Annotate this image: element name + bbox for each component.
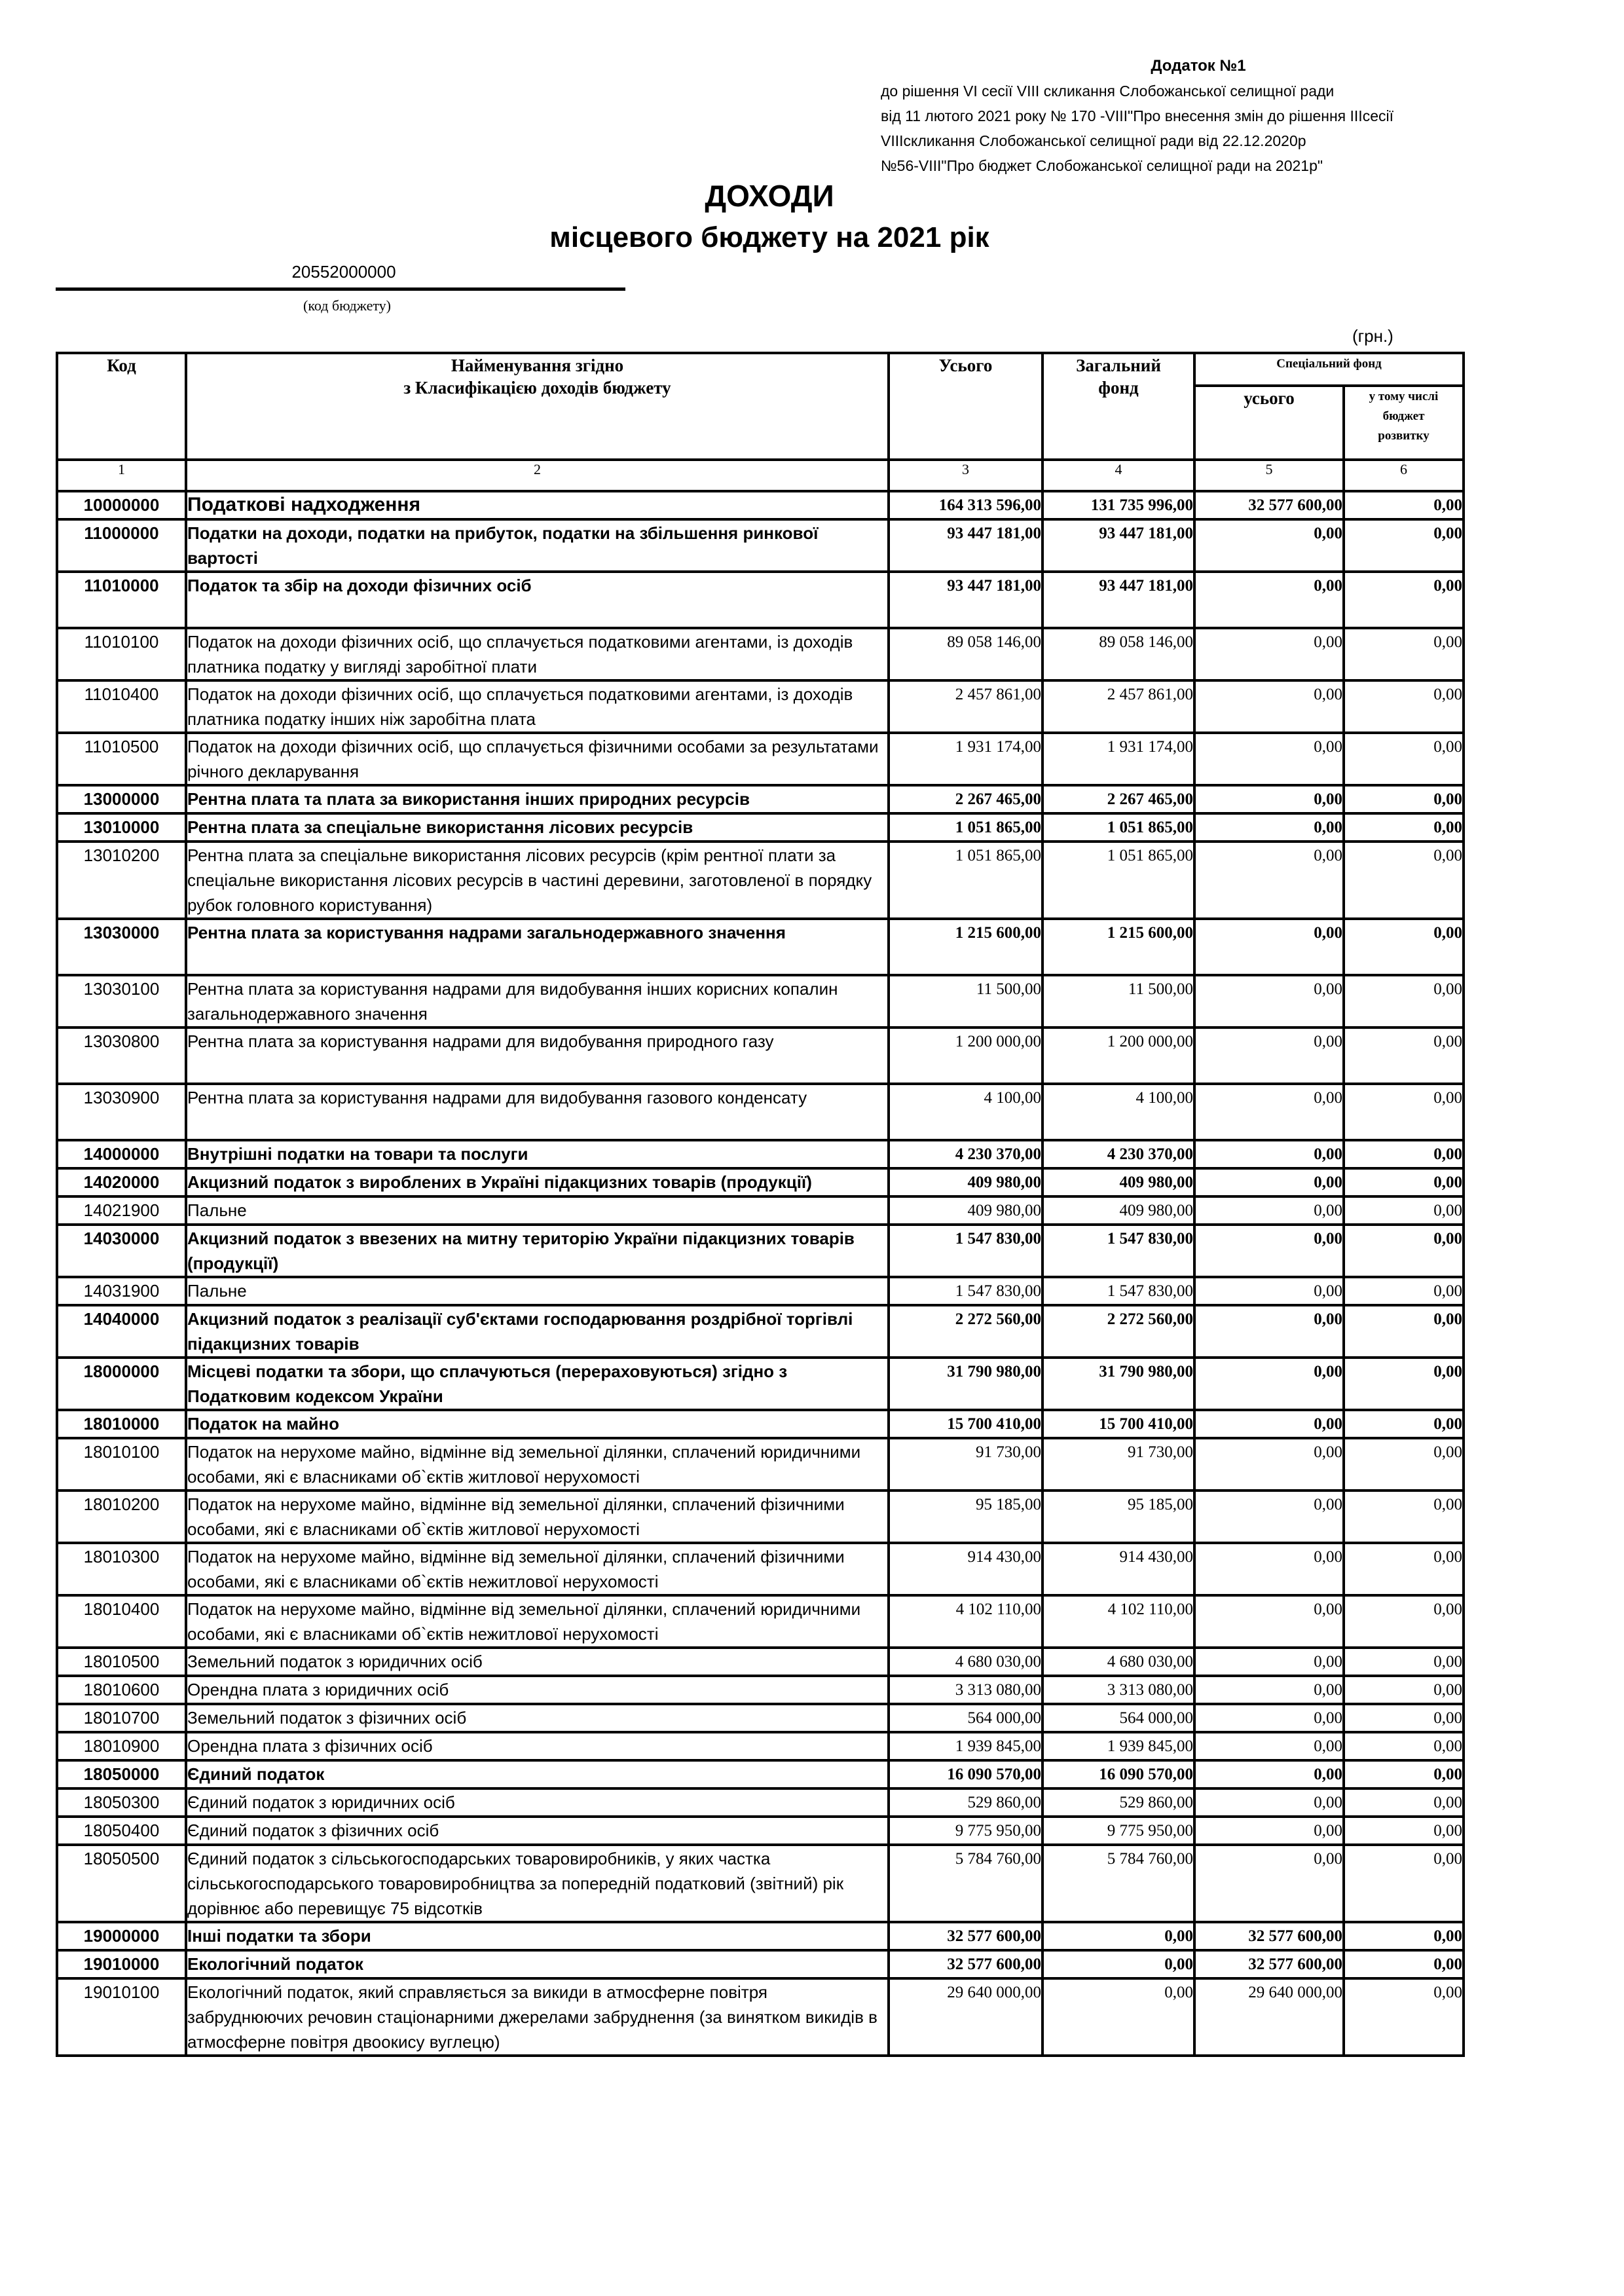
row-special-fund: 0,00 <box>1194 1438 1344 1491</box>
row-code: 19000000 <box>57 1922 186 1950</box>
budget-code-value: 20552000000 <box>291 262 396 282</box>
row-name: Податок на доходи фізичних осіб, що сплачується фізичними особами за результатами річного декларування <box>186 733 889 785</box>
row-special-fund: 32 577 600,00 <box>1194 1922 1344 1950</box>
row-special-fund: 0,00 <box>1194 1305 1344 1358</box>
row-name: Податок на нерухоме майно, відмінне від земельної ділянки, сплачений фізичними особами, які є власниками об`єктів нежитлової нерухомості <box>186 1543 889 1595</box>
row-general-fund: 1 200 000,00 <box>1043 1028 1194 1084</box>
row-name: Податок на доходи фізичних осіб, що сплачується податковими агентами, із доходів платника податку інших ніж заробітна плата <box>186 680 889 733</box>
row-name: Податки на доходи, податки на прибуток, податки на збільшення ринкової вартості <box>186 519 889 572</box>
row-code: 18010200 <box>57 1491 186 1543</box>
row-code: 18010600 <box>57 1676 186 1704</box>
row-special-fund: 0,00 <box>1194 842 1344 919</box>
table-row <box>57 1410 1464 1438</box>
row-development-budget: 0,00 <box>1344 1491 1464 1543</box>
header-name-line: з Класифікацією доходів бюджету <box>403 378 671 398</box>
row-name: Екологічний податок <box>186 1950 889 1978</box>
row-special-fund: 0,00 <box>1194 1788 1344 1817</box>
row-name: Земельний податок з фізичних осіб <box>186 1704 889 1732</box>
divider <box>56 287 625 291</box>
row-name: Орендна плата з фізичних осіб <box>186 1732 889 1760</box>
table-row <box>57 1168 1464 1196</box>
row-special-fund: 0,00 <box>1194 1760 1344 1788</box>
row-code: 13030100 <box>57 975 186 1028</box>
header-total: Усього <box>889 353 1043 460</box>
row-code: 14040000 <box>57 1305 186 1358</box>
table-row <box>57 1196 1464 1225</box>
row-name: Пальне <box>186 1196 889 1225</box>
row-special-fund: 0,00 <box>1194 1358 1344 1410</box>
row-code: 11000000 <box>57 519 186 572</box>
row-name: Єдиний податок з юридичних осіб <box>186 1788 889 1817</box>
column-number: 3 <box>889 460 1043 491</box>
row-development-budget: 0,00 <box>1344 1196 1464 1225</box>
table-row <box>57 1732 1464 1760</box>
row-special-fund: 0,00 <box>1194 1595 1344 1648</box>
header-code: Код <box>57 353 186 460</box>
row-code: 14020000 <box>57 1168 186 1196</box>
row-name: Рентна плата за спеціальне використання лісових ресурсів <box>186 813 889 842</box>
row-name: Рентна плата за користування надрами для видобування природного газу <box>186 1028 889 1084</box>
row-development-budget: 0,00 <box>1344 1084 1464 1140</box>
row-development-budget: 0,00 <box>1344 1438 1464 1491</box>
row-total: 4 680 030,00 <box>889 1648 1043 1676</box>
table-row <box>57 1648 1464 1676</box>
row-general-fund: 9 775 950,00 <box>1043 1817 1194 1845</box>
row-total: 32 577 600,00 <box>889 1922 1043 1950</box>
row-special-fund: 0,00 <box>1194 813 1344 842</box>
row-general-fund: 2 272 560,00 <box>1043 1305 1194 1358</box>
row-special-fund: 0,00 <box>1194 1676 1344 1704</box>
row-general-fund: 0,00 <box>1043 1950 1194 1978</box>
table-row <box>57 1760 1464 1788</box>
row-total: 32 577 600,00 <box>889 1950 1043 1978</box>
budget-code-block <box>56 262 625 314</box>
row-total: 1 939 845,00 <box>889 1732 1043 1760</box>
table-row <box>57 1950 1464 1978</box>
row-development-budget: 0,00 <box>1344 1760 1464 1788</box>
row-name: Рентна плата за спеціальне використання лісових ресурсів (крім рентної плати за спеціальне використання лісових ресурсів в частині деревини, заготовленої в порядку рубок головного користування) <box>186 842 889 919</box>
row-development-budget: 0,00 <box>1344 1845 1464 1922</box>
row-code: 18010400 <box>57 1595 186 1648</box>
row-code: 14021900 <box>57 1196 186 1225</box>
row-general-fund: 131 735 996,00 <box>1043 491 1194 519</box>
table-row <box>57 491 1464 519</box>
table-row <box>57 1676 1464 1704</box>
row-development-budget: 0,00 <box>1344 491 1464 519</box>
row-total: 91 730,00 <box>889 1438 1043 1491</box>
table-body <box>57 491 1464 2056</box>
row-code: 14030000 <box>57 1225 186 1277</box>
row-name: Екологічний податок, який справляється за викиди в атмосферне повітря забруднюючих речовин стаціонарними джерелами забруднення (за винятком викидів в атмосферне повітря двоокису вуглецю) <box>186 1978 889 2056</box>
row-total: 1 547 830,00 <box>889 1225 1043 1277</box>
row-name: Інші податки та збори <box>186 1922 889 1950</box>
row-special-fund: 0,00 <box>1194 628 1344 680</box>
row-code: 18010700 <box>57 1704 186 1732</box>
header-special-total: усього <box>1194 386 1344 460</box>
row-special-fund: 0,00 <box>1194 1704 1344 1732</box>
row-development-budget: 0,00 <box>1344 1788 1464 1817</box>
row-code: 11010400 <box>57 680 186 733</box>
row-general-fund: 4 230 370,00 <box>1043 1140 1194 1168</box>
row-name: Місцеві податки та збори, що сплачуються (перераховуються) згідно з Податковим кодексом України <box>186 1358 889 1410</box>
row-development-budget: 0,00 <box>1344 1978 1464 2056</box>
row-code: 13030000 <box>57 919 186 975</box>
table-row <box>57 1543 1464 1595</box>
row-total: 529 860,00 <box>889 1788 1043 1817</box>
row-total: 89 058 146,00 <box>889 628 1043 680</box>
row-total: 2 272 560,00 <box>889 1305 1043 1358</box>
row-special-fund: 0,00 <box>1194 1168 1344 1196</box>
row-code: 18010300 <box>57 1543 186 1595</box>
row-special-fund: 0,00 <box>1194 572 1344 628</box>
table-row <box>57 1845 1464 1922</box>
row-general-fund: 1 547 830,00 <box>1043 1225 1194 1277</box>
row-total: 1 200 000,00 <box>889 1028 1043 1084</box>
header-dev-line: розвитку <box>1378 429 1430 443</box>
row-special-fund: 0,00 <box>1194 680 1344 733</box>
row-general-fund: 409 980,00 <box>1043 1196 1194 1225</box>
row-code: 13010000 <box>57 813 186 842</box>
column-number: 1 <box>57 460 186 491</box>
header-dev-line: у тому числі <box>1369 390 1439 403</box>
row-development-budget: 0,00 <box>1344 628 1464 680</box>
row-special-fund: 0,00 <box>1194 1410 1344 1438</box>
row-total: 1 051 865,00 <box>889 813 1043 842</box>
row-development-budget: 0,00 <box>1344 680 1464 733</box>
row-development-budget: 0,00 <box>1344 842 1464 919</box>
row-special-fund: 0,00 <box>1194 975 1344 1028</box>
table-row <box>57 919 1464 975</box>
table-row <box>57 628 1464 680</box>
page-title: ДОХОДИ <box>705 179 834 213</box>
row-name: Податок на нерухоме майно, відмінне від земельної ділянки, сплачений юридичними особами, які є власниками об`єктів нежитлової нерухомості <box>186 1595 889 1648</box>
row-general-fund: 91 730,00 <box>1043 1438 1194 1491</box>
row-total: 31 790 980,00 <box>889 1358 1043 1410</box>
row-general-fund: 1 939 845,00 <box>1043 1732 1194 1760</box>
row-general-fund: 15 700 410,00 <box>1043 1410 1194 1438</box>
row-development-budget: 0,00 <box>1344 785 1464 813</box>
row-total: 4 100,00 <box>889 1084 1043 1140</box>
row-total: 564 000,00 <box>889 1704 1043 1732</box>
row-special-fund: 32 577 600,00 <box>1194 491 1344 519</box>
currency-unit: (грн.) <box>1352 326 1393 346</box>
row-special-fund: 0,00 <box>1194 1225 1344 1277</box>
row-name: Податок на нерухоме майно, відмінне від земельної ділянки, сплачений фізичними особами, які є власниками об`єктів житлової нерухомості <box>186 1491 889 1543</box>
row-development-budget: 0,00 <box>1344 813 1464 842</box>
row-code: 13010200 <box>57 842 186 919</box>
table-row <box>57 975 1464 1028</box>
row-total: 164 313 596,00 <box>889 491 1043 519</box>
approval-line: VIIIскликання Слобожанської селищної ради від 22.12.2020р <box>881 132 1306 149</box>
row-code: 10000000 <box>57 491 186 519</box>
table-row <box>57 785 1464 813</box>
row-name: Акцизний податок з вироблених в Україні підакцизних товарів (продукції) <box>186 1168 889 1196</box>
row-development-budget: 0,00 <box>1344 1277 1464 1305</box>
row-code: 18050500 <box>57 1845 186 1922</box>
row-development-budget: 0,00 <box>1344 1704 1464 1732</box>
column-number: 5 <box>1194 460 1344 491</box>
row-development-budget: 0,00 <box>1344 1676 1464 1704</box>
table-row <box>57 1922 1464 1950</box>
row-special-fund: 0,00 <box>1194 1277 1344 1305</box>
row-special-fund: 0,00 <box>1194 1648 1344 1676</box>
table-row <box>57 733 1464 785</box>
row-total: 15 700 410,00 <box>889 1410 1043 1438</box>
row-general-fund: 1 051 865,00 <box>1043 813 1194 842</box>
row-general-fund: 1 051 865,00 <box>1043 842 1194 919</box>
row-total: 1 547 830,00 <box>889 1277 1043 1305</box>
table-row <box>57 572 1464 628</box>
row-special-fund: 0,00 <box>1194 1140 1344 1168</box>
table-row <box>57 680 1464 733</box>
row-general-fund: 1 931 174,00 <box>1043 733 1194 785</box>
row-code: 11010100 <box>57 628 186 680</box>
row-special-fund: 0,00 <box>1194 1817 1344 1845</box>
table-row <box>57 1305 1464 1358</box>
row-name: Акцизний податок з реалізації суб'єктами господарювання роздрібної торгівлі підакцизних товарів <box>186 1305 889 1358</box>
header-name <box>186 353 889 460</box>
row-name: Рентна плата та плата за використання інших природних ресурсів <box>186 785 889 813</box>
row-development-budget: 0,00 <box>1344 919 1464 975</box>
row-total: 2 267 465,00 <box>889 785 1043 813</box>
table-row <box>57 1277 1464 1305</box>
row-code: 18000000 <box>57 1358 186 1410</box>
row-special-fund: 0,00 <box>1194 1084 1344 1140</box>
table-row <box>57 519 1464 572</box>
row-code: 18010000 <box>57 1410 186 1438</box>
row-name: Єдиний податок з фізичних осіб <box>186 1817 889 1845</box>
row-development-budget: 0,00 <box>1344 1028 1464 1084</box>
row-general-fund: 4 100,00 <box>1043 1084 1194 1140</box>
row-code: 14031900 <box>57 1277 186 1305</box>
table-row <box>57 1438 1464 1491</box>
row-development-budget: 0,00 <box>1344 1595 1464 1648</box>
row-total: 93 447 181,00 <box>889 519 1043 572</box>
row-total: 16 090 570,00 <box>889 1760 1043 1788</box>
row-code: 18010500 <box>57 1648 186 1676</box>
column-number: 6 <box>1344 460 1464 491</box>
row-special-fund: 0,00 <box>1194 519 1344 572</box>
row-special-fund: 0,00 <box>1194 1196 1344 1225</box>
row-name: Єдиний податок <box>186 1760 889 1788</box>
table-row <box>57 1225 1464 1277</box>
row-development-budget: 0,00 <box>1344 1817 1464 1845</box>
row-name: Податкові надходження <box>186 491 889 519</box>
row-development-budget: 0,00 <box>1344 1358 1464 1410</box>
budget-code-caption: (код бюджету) <box>303 297 391 314</box>
row-development-budget: 0,00 <box>1344 1543 1464 1595</box>
row-name: Податок на нерухоме майно, відмінне від земельної ділянки, сплачений юридичними особами, які є власниками об`єктів житлової нерухомості <box>186 1438 889 1491</box>
row-special-fund: 0,00 <box>1194 733 1344 785</box>
table-row <box>57 1817 1464 1845</box>
row-general-fund: 95 185,00 <box>1043 1491 1194 1543</box>
row-development-budget: 0,00 <box>1344 733 1464 785</box>
row-total: 1 215 600,00 <box>889 919 1043 975</box>
row-code: 18010100 <box>57 1438 186 1491</box>
header-name-line: Найменування згідно <box>451 356 624 375</box>
row-name: Пальне <box>186 1277 889 1305</box>
row-general-fund: 4 102 110,00 <box>1043 1595 1194 1648</box>
table-row <box>57 1595 1464 1648</box>
row-total: 5 784 760,00 <box>889 1845 1043 1922</box>
row-name: Земельний податок з юридичних осіб <box>186 1648 889 1676</box>
table-row <box>57 1140 1464 1168</box>
row-total: 1 931 174,00 <box>889 733 1043 785</box>
approval-line: №56-VIII"Про бюджет Слобожанської селищної ради на 2021р" <box>881 157 1323 174</box>
row-special-fund: 0,00 <box>1194 919 1344 975</box>
row-total: 409 980,00 <box>889 1168 1043 1196</box>
row-code: 18050000 <box>57 1760 186 1788</box>
row-name: Внутрішні податки на товари та послуги <box>186 1140 889 1168</box>
row-general-fund: 3 313 080,00 <box>1043 1676 1194 1704</box>
row-name: Рентна плата за користування надрами для видобування газового конденсату <box>186 1084 889 1140</box>
header-general-fund <box>1043 353 1194 460</box>
row-general-fund: 564 000,00 <box>1043 1704 1194 1732</box>
row-special-fund: 29 640 000,00 <box>1194 1978 1344 2056</box>
row-name: Рентна плата за користування надрами загальнодержавного значення <box>186 919 889 975</box>
row-code: 14000000 <box>57 1140 186 1168</box>
row-general-fund: 2 457 861,00 <box>1043 680 1194 733</box>
approval-block <box>881 54 1490 178</box>
row-general-fund: 1 547 830,00 <box>1043 1277 1194 1305</box>
table-row <box>57 1704 1464 1732</box>
revenue-table <box>56 352 1465 2057</box>
table-row <box>57 1028 1464 1084</box>
approval-line: від 11 лютого 2021 року № 170 -VIII"Про внесення змін до рішення IIIсесії <box>881 107 1393 124</box>
row-development-budget: 0,00 <box>1344 519 1464 572</box>
table-row <box>57 1788 1464 1817</box>
row-general-fund: 0,00 <box>1043 1922 1194 1950</box>
row-name: Податок на доходи фізичних осіб, що сплачується податковими агентами, із доходів платника податку у вигляді заробітної плати <box>186 628 889 680</box>
row-special-fund: 32 577 600,00 <box>1194 1950 1344 1978</box>
row-code: 18050400 <box>57 1817 186 1845</box>
row-general-fund: 1 215 600,00 <box>1043 919 1194 975</box>
header-general-line: Загальний <box>1076 356 1161 375</box>
approval-line: до рішення VI сесії VIII скликання Слобожанської селищної ради <box>881 83 1335 100</box>
row-general-fund: 93 447 181,00 <box>1043 572 1194 628</box>
row-general-fund: 89 058 146,00 <box>1043 628 1194 680</box>
row-total: 29 640 000,00 <box>889 1978 1043 2056</box>
row-special-fund: 0,00 <box>1194 1028 1344 1084</box>
row-special-fund: 0,00 <box>1194 785 1344 813</box>
row-total: 95 185,00 <box>889 1491 1043 1543</box>
row-total: 1 051 865,00 <box>889 842 1043 919</box>
row-name: Податок та збір на доходи фізичних осіб <box>186 572 889 628</box>
table-row <box>57 1978 1464 2056</box>
row-development-budget: 0,00 <box>1344 1410 1464 1438</box>
row-code: 13000000 <box>57 785 186 813</box>
row-special-fund: 0,00 <box>1194 1732 1344 1760</box>
row-code: 19010100 <box>57 1978 186 2056</box>
row-special-fund: 0,00 <box>1194 1543 1344 1595</box>
row-name: Акцизний податок з ввезених на митну територію України підакцизних товарів (продукції) <box>186 1225 889 1277</box>
row-total: 11 500,00 <box>889 975 1043 1028</box>
row-general-fund: 914 430,00 <box>1043 1543 1194 1595</box>
row-total: 93 447 181,00 <box>889 572 1043 628</box>
row-general-fund: 4 680 030,00 <box>1043 1648 1194 1676</box>
header-special-fund: Спеціальний фонд <box>1194 353 1464 386</box>
column-number: 4 <box>1043 460 1194 491</box>
row-general-fund: 0,00 <box>1043 1978 1194 2056</box>
row-name: Податок на майно <box>186 1410 889 1438</box>
row-name: Рентна плата за користування надрами для видобування інших корисних копалин загальнодержавного значення <box>186 975 889 1028</box>
row-total: 4 102 110,00 <box>889 1595 1043 1648</box>
row-development-budget: 0,00 <box>1344 1648 1464 1676</box>
row-code: 19010000 <box>57 1950 186 1978</box>
row-general-fund: 5 784 760,00 <box>1043 1845 1194 1922</box>
row-code: 11010500 <box>57 733 186 785</box>
row-total: 914 430,00 <box>889 1543 1043 1595</box>
row-code: 13030900 <box>57 1084 186 1140</box>
row-code: 13030800 <box>57 1028 186 1084</box>
row-development-budget: 0,00 <box>1344 1140 1464 1168</box>
row-general-fund: 16 090 570,00 <box>1043 1760 1194 1788</box>
row-general-fund: 2 267 465,00 <box>1043 785 1194 813</box>
table-row <box>57 842 1464 919</box>
row-development-budget: 0,00 <box>1344 1922 1464 1950</box>
row-total: 409 980,00 <box>889 1196 1043 1225</box>
row-general-fund: 529 860,00 <box>1043 1788 1194 1817</box>
row-total: 4 230 370,00 <box>889 1140 1043 1168</box>
row-code: 11010000 <box>57 572 186 628</box>
table-row <box>57 1084 1464 1140</box>
row-general-fund: 11 500,00 <box>1043 975 1194 1028</box>
table-row <box>57 1358 1464 1410</box>
column-number: 2 <box>186 460 889 491</box>
row-name: Єдиний податок з сільськогосподарських товаровиробників, у яких частка сільськогосподарського товаровиробництва за попередній податковий (звітний) рік дорівнює або перевищує 75 відсотків <box>186 1845 889 1922</box>
appendix-title: Додаток №1 <box>1151 57 1246 75</box>
row-general-fund: 93 447 181,00 <box>1043 519 1194 572</box>
page-subtitle: місцевого бюджету на 2021 рік <box>549 221 989 253</box>
row-development-budget: 0,00 <box>1344 1305 1464 1358</box>
header-development-budget <box>1344 386 1464 460</box>
row-total: 9 775 950,00 <box>889 1817 1043 1845</box>
row-general-fund: 409 980,00 <box>1043 1168 1194 1196</box>
row-development-budget: 0,00 <box>1344 1225 1464 1277</box>
table-row <box>57 1491 1464 1543</box>
row-development-budget: 0,00 <box>1344 1732 1464 1760</box>
row-development-budget: 0,00 <box>1344 975 1464 1028</box>
row-total: 3 313 080,00 <box>889 1676 1043 1704</box>
header-general-line: фонд <box>1098 378 1139 398</box>
table-row <box>57 813 1464 842</box>
row-code: 18010900 <box>57 1732 186 1760</box>
row-special-fund: 0,00 <box>1194 1491 1344 1543</box>
row-name: Орендна плата з юридичних осіб <box>186 1676 889 1704</box>
row-general-fund: 31 790 980,00 <box>1043 1358 1194 1410</box>
row-special-fund: 0,00 <box>1194 1845 1344 1922</box>
row-development-budget: 0,00 <box>1344 1950 1464 1978</box>
row-development-budget: 0,00 <box>1344 1168 1464 1196</box>
row-total: 2 457 861,00 <box>889 680 1043 733</box>
header-dev-line: бюджет <box>1382 409 1425 423</box>
row-code: 18050300 <box>57 1788 186 1817</box>
row-development-budget: 0,00 <box>1344 572 1464 628</box>
